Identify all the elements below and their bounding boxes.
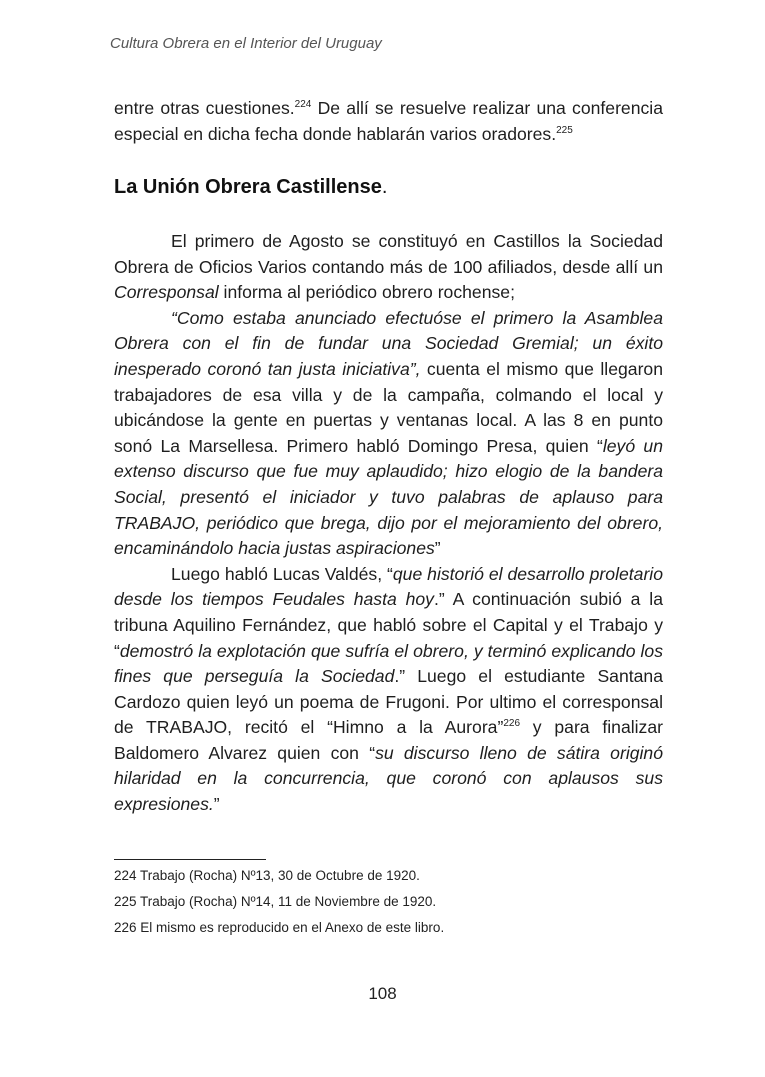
running-header: Cultura Obrera en el Interior del Uruguay bbox=[110, 35, 382, 52]
paragraph: “Como estaba anunciado efectuóse el primero la Asamblea Obrera con el fin de fundar una Sociedad Gremial; un éxito inesperado coronó tan justa iniciativa”, cuenta el mismo que llegaron trabajadores de esa villa y de la campaña, colmando el local y ubicándose la gente en puertas y ventanas local. A las 8 en punto sonó La Marsellesa. Primero habló Domingo Presa, quien “leyó un extenso discurso que fue muy aplaudido; hizo elogio de la bandera Social, presentó el iniciador y tuvo palabras de aplauso para TRABAJO, periódico que brega, dijo por el mejoramiento del obrero, encaminándolo hacia justas aspiraciones” bbox=[114, 307, 663, 559]
paragraph: entre otras cuestiones.$^{224}$ De allí se resuelve realizar una conferencia especial en dicha fecha donde hablarán varios oradores.$^{225}$ bbox=[114, 98, 663, 144]
footnote-ref: 225 bbox=[556, 124, 573, 136]
footnote-divider bbox=[114, 859, 266, 860]
footnote-ref: 224 bbox=[294, 99, 312, 110]
footnote: 225 Trabajo (Rocha) Nº14, 11 de Noviembre de 1920. bbox=[114, 894, 437, 909]
paragraph: Luego habló Lucas Valdés, “que historió el desarrollo proletario desde los tiempos Feudales hasta hoy.” A continuación subió a la tribuna Aquilino Fernández, que habló sobre el Capital y el Trabajo y “demostró la explotación que sufría el obrero, y terminó explicando los fines que perseguía la Sociedad.” Luego el estudiante Santana Cardozo quien leyó un poema de Frugoni. Por ultimo el corresponsal de TRABAJO, recitó el “Himno a la Aurora”$^{226}$ y para finalizar Baldomero Alvarez quien con “su discurso lleno de sátira originó hilaridad en la concurrencia, que coronó con aplausos sus expresiones.” bbox=[114, 563, 663, 815]
section-heading: La Unión Obrera Castillense. bbox=[114, 176, 388, 198]
footnotes bbox=[114, 863, 444, 941]
footnote: 226 El mismo es reproducido en el Anexo de este libro. bbox=[114, 920, 445, 935]
paragraph: El primero de Agosto se constituyó en Castillos la Sociedad Obrera de Oficios Varios contando más de 100 afiliados, desde allí un Corresponsal informa al periódico obrero rochense; bbox=[114, 231, 663, 303]
main-text bbox=[114, 229, 663, 818]
footnote-ref: 226 bbox=[503, 718, 521, 730]
footnote: 224 Trabajo (Rocha) Nº13, 30 de Octubre de 1920. bbox=[114, 868, 420, 883]
continued-paragraph bbox=[114, 96, 663, 147]
page-number: 108 bbox=[368, 984, 397, 1003]
